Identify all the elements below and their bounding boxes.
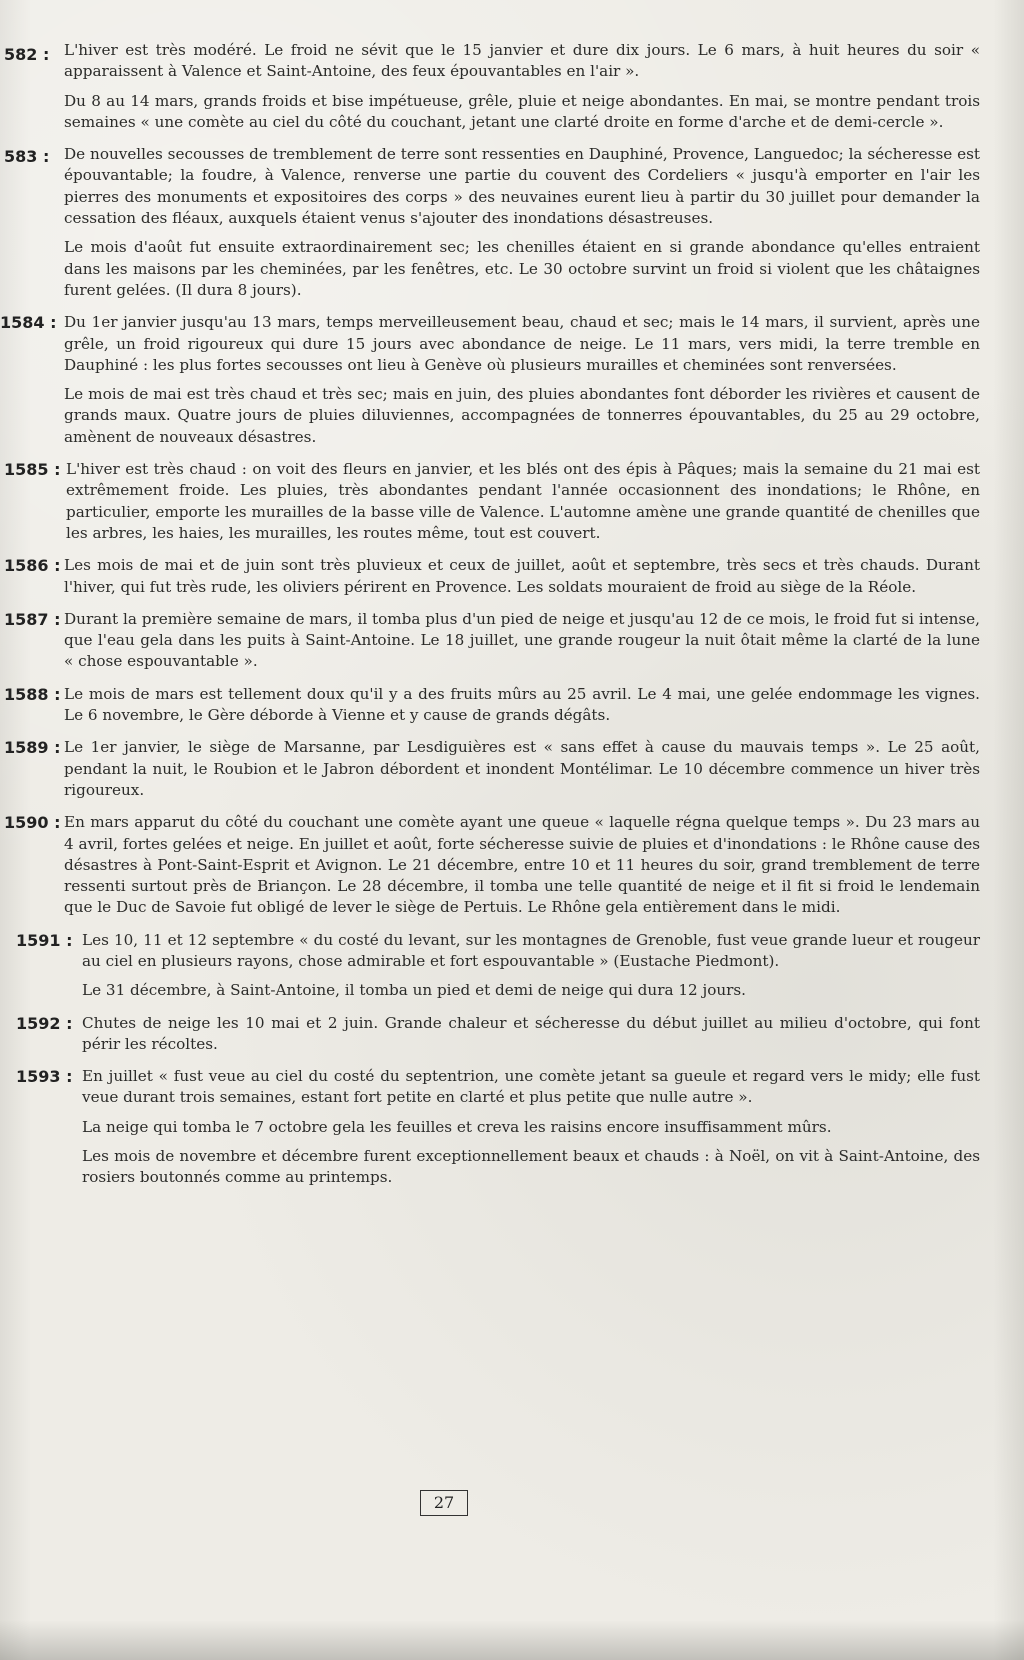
entry-year: 1593 : [16,1067,73,1087]
entry-year: 1587 : [4,609,61,629]
entry-paragraph: En mars apparut du côté du couchant une comète ayant une queue « laquelle régna quelque temps ». Du 23 mars au 4 avril, fortes gelées et neige. En juillet et août, forte sécheresse suivie de pluies et d'inondations : le Rhône cause des désastres à Pont-Saint-Esprit et Avignon. Le 21 décembre, entre 10 et 11 heures du soir, grand tremblement de terre ressenti surtout près de Briançon. Le 28 décembre, il tomba une telle quantité de neige et il fit si froid le lendemain que le Duc de Savoie fut obligé de lever le siège de Pertuis. Le Rhône gela entièrement dans le midi. [64,813,980,917]
entry-paragraph: Du 8 au 14 mars, grands froids et bise impétueuse, grêle, pluie et neige abondantes. En mai, se montre pendant trois semaines « une comète au ciel du côté du couchant, jetant une clarté droite en forme d'arche et de demi-cercle ». [64,91,980,131]
entry-paragraph: De nouvelles secousses de tremblement de terre sont ressenties en Dauphiné, Provence, Languedoc; la sécheresse est épouvantable; la foudre, à Valence, renverse une partie du couvent des Cordeliers « jusqu'à emporter en l'air les pierres des monuments et expositoires des corps » des neuvaines eurent lieu à partir du 30 juillet pour demander la cessation des fléaux, auxquels étaient venus s'ajouter des inondations désastreuses. [64,145,980,228]
entry-paragraph: L'hiver est très chaud : on voit des fleurs en janvier, et les blés ont des épis à Pâques; mais la semaine du 21 mai est extrêmement froide. Les pluies, très abondantes pendant l'année occasionnent des inondations; le Rhône, en particulier, emporte les murailles de la basse ville de Valence. L'automne amène une grande quantité de chenilles que les arbres, les haies, les murailles, les routes même, tout est couvert. [66,460,980,542]
entry-paragraph: Chutes de neige les 10 mai et 2 juin. Grande chaleur et sécheresse du début juillet au milieu d'octobre, qui font périr les récoltes. [82,1013,980,1053]
entry-paragraph: Durant la première semaine de mars, il tomba plus d'un pied de neige et jusqu'au 12 de ce mois, le froid fut si intense, que l'eau gela dans les puits à Saint-Antoine. Le 18 juillet, une grande rougeur la nuit ôtait même la clarté de la lune « chose espouvantable ». [64,609,980,671]
entry-paragraph: Le 31 décembre, à Saint-Antoine, il tomba un pied et demi de neige qui dura 12 jours. [82,981,747,1000]
entry-1590 [0,812,1000,918]
entry-1588 [0,684,1000,727]
scan-edge-shadow [0,1620,1024,1660]
entry-1593 [0,1066,1000,1188]
entry-year: 1591 : [16,930,73,950]
entry-paragraph: En juillet « fust veue au ciel du costé du septentrion, une comète jetant sa gueule et regard vers le midy; elle fust veue durant trois semaines, estant fort petite en clarté et plus petite que nulle autre ». [82,1067,980,1107]
entry-year: 1585 : [4,460,61,480]
entry-paragraph: Les 10, 11 et 12 septembre « du costé du levant, sur les montagnes de Grenoble, fust veue grande lueur et rougeur au ciel en plusieurs rayons, chose admirable et fort espouvantable » (Eustache Piedmont). [82,930,980,970]
entry-paragraph: L'hiver est très modéré. Le froid ne sévit que le 15 janvier et dure dix jours. Le 6 mars, à huit heures du soir « apparaissent à Valence et Saint-Antoine, des feux épouvantables en l'air ». [64,41,980,81]
entry-1584 [0,312,1000,448]
entry-year: 1589 : [4,738,61,758]
entry-paragraph: Le 1er janvier, le siège de Marsanne, par Lesdiguières est « sans effet à cause du mauvais temps ». Le 25 août, pendant la nuit, le Roubion et le Jabron débordent et inondent Montélimar. Le 10 décembre commence un hiver très rigoureux. [64,738,980,799]
entry-paragraph: Du 1er janvier jusqu'au 13 mars, temps merveilleusement beau, chaud et sec; mais le 14 mars, il survient, après une grêle, un froid rigoureux qui dure 15 jours avec abondance de neige. Le 11 mars, vers midi, la terre tremble en Dauphiné : les plus fortes secousses ont lieu à Genève où plusieurs murailles et cheminées sont renversées. [64,313,980,374]
entry-year: 583 : [4,147,50,167]
entry-year: 582 : [4,45,50,64]
entry-paragraph: Les mois de novembre et décembre furent exceptionnellement beaux et chauds : à Noël, on vit à Saint-Antoine, des rosiers boutonnés comme au printemps. [82,1147,980,1187]
entry-1589 [0,737,1000,801]
entry-1585 [0,459,1000,544]
entry-583 [0,144,1000,301]
entry-1586 [0,555,1000,598]
entry-paragraph: La neige qui tomba le 7 octobre gela les feuilles et creva les raisins encore insuffisamment mûrs. [82,1117,832,1136]
entry-1591 [0,930,1000,1002]
entry-582 [0,40,1000,133]
entry-year: 1592 : [16,1013,73,1033]
page-number: 27 [420,1490,468,1516]
entry-year: 1588 : [4,684,61,704]
entry-year: 1586 : [4,556,61,576]
entry-year: 1590 : [4,813,61,833]
entry-1592 [0,1013,1000,1056]
entry-paragraph: Le mois d'août fut ensuite extraordinairement sec; les chenilles étaient en si grande abondance qu'elles entraient dans les maisons par les cheminées, par les fenêtres, etc. Le 30 octobre survint un froid si violent que les châtaignes furent gelées. (Il dura 8 jours). [64,238,980,299]
entry-paragraph: Les mois de mai et de juin sont très pluvieux et ceux de juillet, août et septembre, très secs et très chauds. Durant l'hiver, qui fut très rude, les oliviers périrent en Provence. Les soldats mouraient de froid au siège de la Réole. [64,556,980,596]
entry-1587 [0,609,1000,673]
chronicle-entries [0,40,1000,1200]
entry-paragraph: Le mois de mai est très chaud et très sec; mais en juin, des pluies abondantes font déborder les rivières et causent de grands maux. Quatre jours de pluies diluviennes, accompagnées de tonnerres épouvantables, du 25 au 29 octobre, amènent de nouveaux désastres. [64,385,980,446]
entry-paragraph: Le mois de mars est tellement doux qu'il y a des fruits mûrs au 25 avril. Le 4 mai, une gelée endommage les vignes. Le 6 novembre, le Gère déborde à Vienne et y cause de grands dégâts. [64,684,980,725]
entry-year: 1584 : [0,313,57,333]
